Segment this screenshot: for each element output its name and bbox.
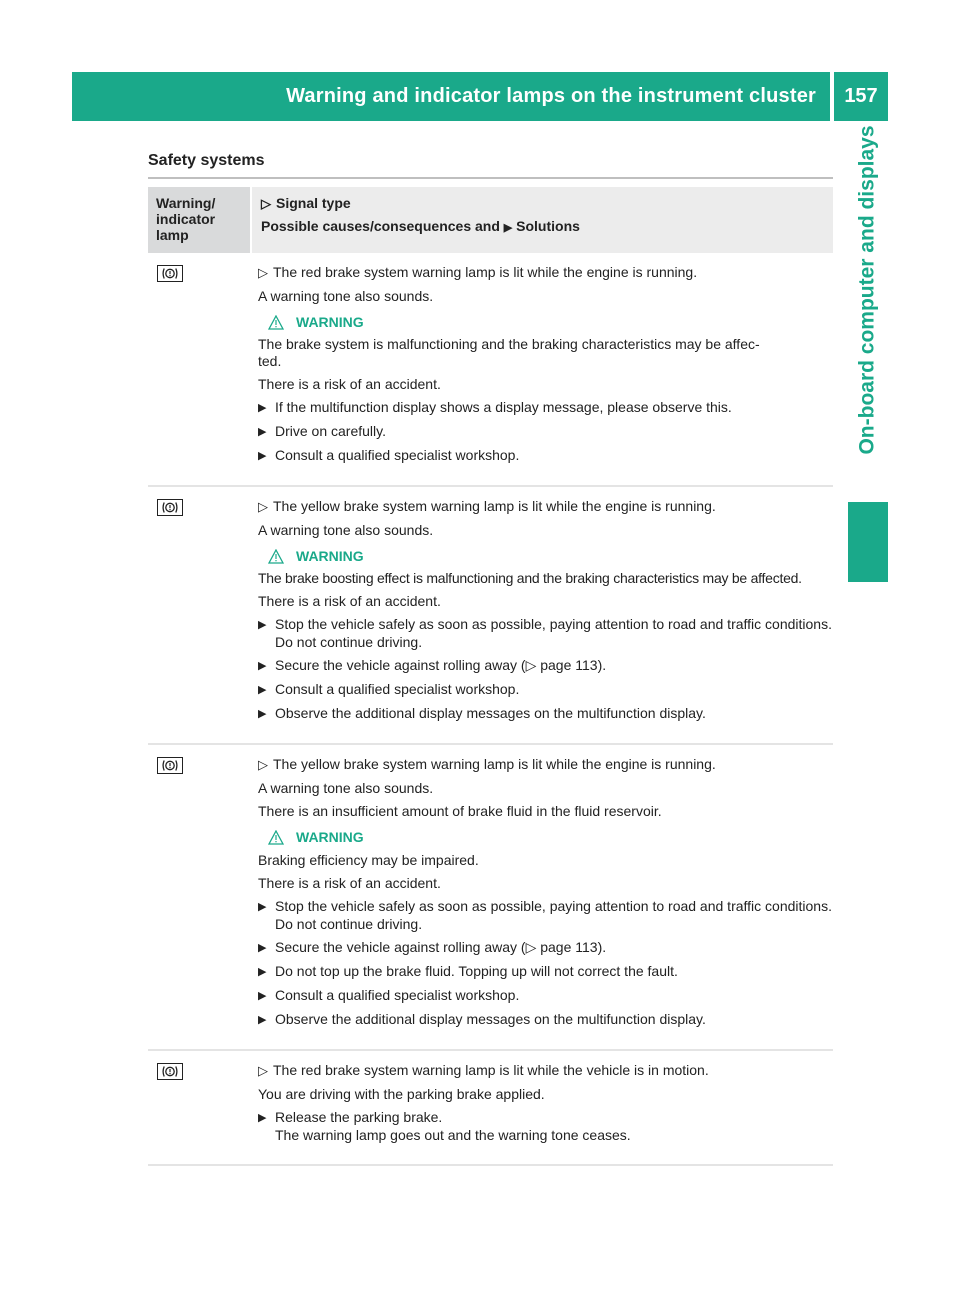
header-signal-type: Signal type (276, 195, 351, 211)
signal-type-icon: ▷ (258, 265, 268, 280)
header-lamp-label: Warning/ indicator lamp (156, 195, 216, 243)
warning-text: The brake system is malfunctioning and the braking characteristics may be affec- ted. (258, 336, 760, 369)
step-arrow-icon: ▶ (258, 1014, 267, 1026)
step-arrow-icon: ▶ (258, 426, 267, 438)
warning-label: WARNING (296, 548, 364, 564)
page-header (72, 72, 888, 121)
section-rule (148, 177, 833, 179)
list-item: ▶ Consult a qualified specialist workshop. (258, 987, 520, 1003)
list-item: ▶ Do not top up the brake fluid. Topping up will not correct the fault. (258, 963, 678, 979)
info-text: A warning tone also sounds. (258, 780, 434, 796)
row-content (148, 1051, 833, 1164)
list-item: ▶ Observe the additional display messages on the multifunction display. (258, 705, 706, 721)
step-arrow-icon: ▶ (258, 402, 267, 414)
list-item: ▶ Consult a qualified specialist workshop. (258, 681, 520, 697)
list-item: ▶ Drive on carefully. (258, 423, 387, 439)
signal-type-icon: ▷ (258, 499, 268, 514)
info-text: A warning tone also sounds. (258, 288, 434, 304)
warning-label: WARNING (296, 314, 364, 330)
signal-type-icon: ▷ (258, 757, 268, 772)
warning-notice (268, 547, 833, 565)
header-lamp-column (148, 187, 250, 253)
header-causes: Possible causes/consequences and (261, 218, 500, 234)
side-marker (848, 502, 888, 582)
step-arrow-icon: ▶ (258, 684, 267, 696)
warning-notice (268, 313, 833, 331)
info-text: A warning tone also sounds. (258, 522, 434, 538)
list-item: ▶ Secure the vehicle against rolling away (▷ page 113). (258, 939, 607, 955)
list-item: ▶ Observe the additional display messages on the multifunction display. (258, 1011, 706, 1027)
warning-text: Braking efficiency may be impaired. (258, 852, 479, 868)
warning-text: The brake boosting effect is malfunctioning and the braking characteristics may be affected. (258, 570, 802, 586)
risk-text: There is a risk of an accident. (258, 875, 441, 891)
step-arrow-icon: ▶ (258, 619, 267, 631)
step-arrow-icon: ▶ (258, 660, 267, 672)
page-number: 157 (844, 85, 878, 107)
step-arrow-icon: ▶ (258, 450, 267, 462)
signal-text: The yellow brake system warning lamp is lit while the engine is running. (273, 498, 716, 514)
signal-text: The red brake system warning lamp is lit while the vehicle is in motion. (273, 1062, 709, 1078)
table-row (148, 487, 833, 745)
step-arrow-icon: ▶ (258, 942, 267, 954)
info-text: You are driving with the parking brake applied. (258, 1086, 545, 1102)
list-item: ▶ Release the parking brake. The warning lamp goes out and the warning tone ceases. (258, 1109, 631, 1143)
chapter-title: Warning and indicator lamps on the instrument cluster (286, 85, 816, 107)
row-content (148, 487, 833, 743)
warning-triangle-icon (268, 315, 284, 330)
signal-type-icon: ▷ (258, 1063, 268, 1078)
signal-type-icon: ▷ (261, 196, 271, 211)
warning-triangle-icon (268, 830, 284, 845)
header-solutions: Solutions (516, 218, 580, 234)
warning-triangle-icon (268, 549, 284, 564)
step-arrow-icon: ▶ (258, 708, 267, 720)
table-row (148, 1051, 833, 1166)
row-content (148, 745, 833, 1049)
table-row (148, 745, 833, 1051)
step-arrow-icon: ▶ (258, 990, 267, 1002)
warning-lamp-table (148, 187, 833, 1166)
list-item: ▶ Consult a qualified specialist workshop. (258, 447, 520, 463)
list-item: ▶ Secure the vehicle against rolling away (▷ page 113). (258, 657, 607, 673)
warning-notice (268, 828, 833, 846)
list-item: ▶ Stop the vehicle safely as soon as possible, paying attention to road and traffic conditions. Do not continue driving. (258, 616, 832, 650)
step-arrow-icon: ▶ (258, 966, 267, 978)
table-header (148, 187, 833, 253)
signal-text: The yellow brake system warning lamp is lit while the engine is running. (273, 756, 716, 772)
side-chapter-tab (848, 125, 888, 455)
info-text: There is an insufficient amount of brake fluid in the fluid reservoir. (258, 803, 662, 819)
step-arrow-icon: ▶ (258, 901, 267, 913)
section-title: Safety systems (148, 152, 265, 169)
risk-text: There is a risk of an accident. (258, 593, 441, 609)
list-item: ▶ Stop the vehicle safely as soon as possible, paying attention to road and traffic conditions. Do not continue driving. (258, 898, 832, 932)
list-item: ▶ If the multifunction display shows a display message, please observe this. (258, 399, 732, 415)
table-row (148, 253, 833, 487)
solutions-arrow-icon: ▶ (503, 222, 513, 234)
risk-text: There is a risk of an accident. (258, 376, 441, 392)
signal-text: The red brake system warning lamp is lit while the engine is running. (273, 264, 698, 280)
header-signal-column (252, 187, 833, 253)
step-arrow-icon: ▶ (258, 1112, 267, 1124)
warning-label: WARNING (296, 829, 364, 845)
step-result: The warning lamp goes out and the warning tone ceases. (275, 1127, 631, 1143)
side-chapter-label: On-board computer and displays (856, 125, 879, 455)
row-content (148, 253, 833, 485)
